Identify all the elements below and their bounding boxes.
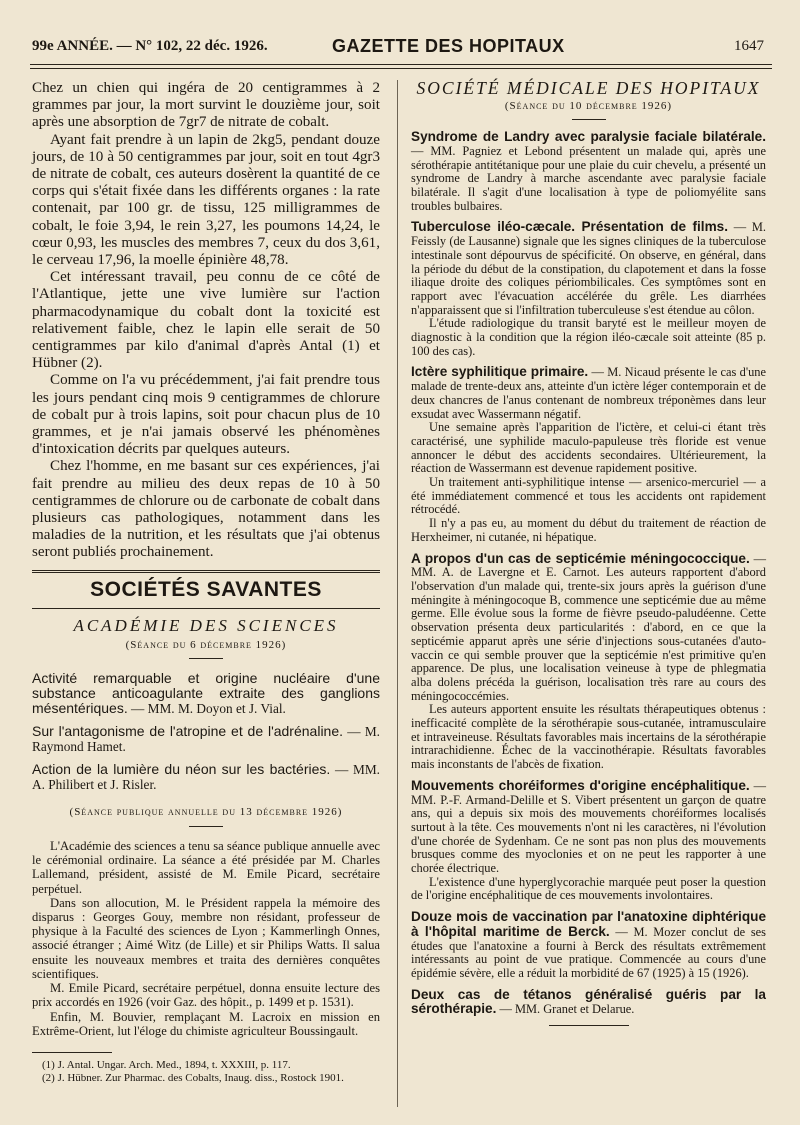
communication [32,724,380,754]
communication-title: Douze mois de vaccination par l'anatoxine diphtérique à l'hôpital maritime de Berck. [411,909,766,939]
paragraph: Ayant fait prendre à un lapin de 2kg5, pendant douze jours, de 10 à 50 centigrammes par jour, soit en tout 4gr3 de nitrate de cobalt, ces auteurs dosèrent la quantité de ce corps qui s'était fixée dans les différents organes : la rate contenait, par 100 gr. de tissu, 125 milligrammes de cobalt, le foie 3,94, le rein 3,27, les poumons 14,24, le cœur 0,93, les muscles des membres 7, ceux du dos 3,61, le cerveau 17,96, la moelle épinière 48,78. [32,131,380,269]
end-rule [549,1025,629,1026]
communication-authors: — MM. A. Philibert et J. Risler. [32,762,380,793]
communication-title: Tuberculose iléo-cæcale. Présentation de films. [411,219,728,235]
communication-text: — M. Feissly (de Lausanne) signale que les signes cliniques de la tuberculose intestinale sont dépourvus de spécificité. On observe, en général, dans la période du début de la constipation, du clapotement et dans la fosse iliaque droite des coliques périombilicales. Ces symptômes sont en rapport avec l'évacuation accélérée du grêle. Les diarrhées n'apparaissent que si l'infiltration tuberculeuse s'est étendue au côlon. [411,220,766,317]
communication-title: Activité remarquable et origine nucléaire d'une substance anticoagulante extraite des ganglions mésentériques. [32,670,380,717]
paragraph: Chez l'homme, en me basant sur ces expériences, j'ai fait prendre au milieu des deux repas de 10 à 50 centigrammes de chlorure ou de carbonate de cobalt dans plusieurs cas pathologiques, notamment dans les maladies de la nutrition, et les résultats que j'ai obtenus seront publiés prochainement. [32,458,380,561]
short-rule [189,658,223,659]
right-column [411,80,766,1026]
communication-title: Action de la lumière du néon sur les bactéries. [32,761,331,778]
communication-authors: — MM. M. Doyon et J. Vial. [127,701,286,717]
communication-title: Syndrome de Landry avec paralysie faciale bilatérale. [411,129,766,145]
header-rule-secondary [30,68,772,69]
communication [411,365,766,544]
footnote-rule [32,1052,112,1053]
paragraph: L'Académie des sciences a tenu sa séance publique annuelle avec le cérémonial ordinaire. La séance a été présidée par M. Charles Lallemand, président, assisté de M. Emile Picard, secrétaire perpétuel. [32,839,380,896]
communication-title: Sur l'antagonisme de l'atropine et de l'adrénaline. [32,723,344,740]
page-number: 1647 [734,38,764,54]
communication-text: — M. Mozer conclut de ses études que l'anatoxine a fourni à Berck des résultats extrêmement intéressants au point de vue pratique. Commencée au cours d'une épidémie sévère, elle a réduit la morbidité de 67 (1925) à 15 (1926). [411,924,767,980]
left-column [32,80,380,1085]
communication [411,779,766,903]
header-rule [30,64,772,65]
journal-title: GAZETTE DES HOPITAUX [332,36,565,56]
communication-title: Mouvements choréiformes d'origine encéphalitique. [411,777,750,793]
article-continuation [32,80,380,562]
communication-text: — MM. Pagniez et Lebond présentent un malade qui, après une sérothérapie antitétanique pour une plaie du cuir chevelu, a présenté un syndrome de Landry à marche ascendante avec paralysie faciale bilatérale. Il s'agit d'une localisation à type de poliomyélite sans troubles bulbaires. [411,143,766,213]
communication [411,220,766,358]
paragraph: L'existence d'une hyperglycorachie marquée peut poser la question de l'origine encéphalitique de ces mouvements involontaires. [411,874,766,903]
paragraph: Cet intéressant travail, peu connu de ce côté de l'Atlantique, jette une vive lumière sur l'action pharmacodynamique du cobalt dont la toxicité est relativement faible, chez le lapin elle serait de 50 centigrammes par kilo d'animal d'après Antal (1) et Hübner (2). [32,269,380,372]
paragraph: Chez un chien qui ingéra de 20 centigrammes à 2 grammes par jour, la mort survint le douzième jour, soit après une absorption de 7gr7 de nitrate de cobalt. [32,80,380,131]
communication-text: — MM. P.-F. Armand-Delille et S. Vibert présentent un garçon de quatre ans, qui a depuis six mois des mouvements choréiformes localisés surtout à la tête. Ces mouvements n'ont ni les caractères, ni l'évolution d'une chorée de Sydenham. Ce ne sont pas non plus des mouvements brusques comme des myoclonies et on ne peut les rapporter à une chorée électrique. [411,778,766,876]
page-header [32,34,770,60]
communication-title: A propos d'un cas de septicémie méningococcique. [411,550,750,566]
paragraph: Un traitement anti-syphilitique intense — arsenico-mercuriel — a été immédiatement commencé et tous les accidents ont rapidement rétrocédé. [411,475,766,517]
paragraph: M. Emile Picard, secrétaire perpétuel, donna ensuite lecture des prix accordés en 1926 (voir Gaz. des hôpit., p. 1499 et p. 1531). [32,981,380,1010]
communication-authors: — M. Raymond Hamet. [32,724,381,755]
academy-title: ACADÉMIE DES SCIENCES [73,616,339,636]
communication-text: — MM. A. de Lavergne et E. Carnot. Les auteurs rapportent d'abord l'observation d'un malade qui, trente-six jours après la guérison d'une méningite à méningocoque B, commence une septicémie due au même germe. Elle évolue sous la forme de fièvre pseudo-paludéenne. Cette observation présenta deux particularités : d'abord, en ce que la septicémie apparut après une série d'injections sous-cutanées d'auto-vaccin ce qui semble prouver que la septicémie n'est primitive qu'en apparence. De plus, une localisation veineuse à type de phlegmatia alba dolens précéda la guérison, localisation très rare au cours des méningococcémies. [411,551,766,703]
section-rule-bottom [32,608,380,609]
paragraph: Dans son allocution, M. le Président rappela la mémoire des disparus : Georges Gouy, membre non résidant, professeur de physique à la Faculté des sciences de Lyon ; Kammerlingh Onnes, associé étranger ; Aimé Witz (de Lille) et sir Philips Watts. Il salua ensuite les nouveaux membres et traita des dernières conquêtes scientifiques. [32,895,380,981]
communication [411,910,766,981]
column-divider [397,80,398,1107]
section-rule [32,570,380,573]
footnote: (2) J. Hübner. Zur Pharmac. des Cobalts, Inaug. diss., Rostock 1901. [42,1071,344,1084]
paragraph: Il n'y a pas eu, au moment du début du traitement de réaction de Herxheimer, ni cutanée, ni hépatique. [411,516,766,544]
paragraph: Les auteurs apportent ensuite les résultats thérapeutiques obtenus : inefficacité complète de la sérothérapie sous-cutanée, intramusculaire et intraveineuse. Résultats favorables mais incertains de la sérothérapie intrarachidienne. Échec de la vaccinothérapie. Résultats favorables mais inconstants de l'abcès de fixation. [411,702,766,772]
short-rule [572,119,606,120]
society-title: SOCIÉTÉ MÉDICALE DES HOPITAUX [416,78,761,98]
section-title: SOCIÉTÉS SAVANTES [90,577,322,601]
seance-date: (Séance du 6 décembre 1926) [125,638,287,651]
seance-date: (Séance publique annuelle du 13 décembre 1926) [69,806,343,819]
footnotes [32,1059,380,1085]
communication-text: — M. Nicaud présente le cas d'une malade de trente-deux ans, atteinte d'un ictère léger contemporain et de deux chancres de l'anus contenant de nombreux tréponèmes dans leur exsudat avec Wassermann négatif. [411,365,766,421]
communication [32,762,380,792]
communication-text: — MM. Granet et Delarue. [499,1002,635,1017]
seance-date: (Séance du 10 décembre 1926) [504,99,673,112]
communication [411,130,766,213]
issue-info: 99e ANNÉE. — N° 102, 22 déc. 1926. [32,38,268,54]
communication [411,988,766,1017]
communication [32,671,380,716]
short-rule [189,826,223,827]
communication-title: Deux cas de tétanos généralisé guéris par la sérothérapie. [411,986,766,1017]
paragraph: Enfin, M. Bouvier, remplaçant M. Lacroix en mission en Extrême-Orient, lut l'éloge du chimiste agriculteur Boussingault. [32,1009,380,1038]
paragraph: L'étude radiologique du transit baryté est le meilleur moyen de diagnostic à la condition que la région iléo-cæcale soit atteinte (85 p. 100 des cas). [411,316,766,358]
paragraph: Comme on l'a vu précédemment, j'ai fait prendre tous les jours pendant cinq mois 9 centigrammes de chlorure de cobalt pur à trois lapins, soit pour chacun plus de 10 grammes, et je n'ai jamais observé les phénomènes d'intoxication décrits par quelques auteurs. [32,372,380,458]
communication-title: Ictère syphilitique primaire. [411,364,589,380]
footnote: (1) J. Antal. Ungar. Arch. Med., 1894, t. XXXIII, p. 117. [42,1058,291,1071]
communication [411,552,766,772]
paragraph: Une semaine après l'apparition de l'ictère, et celui-ci étant très caractérisé, une syphilide maculo-papuleuse très floride est venue annoncer le début des accidents secondaires. Ultérieurement, la réaction de Wassermann est devenue rapidement positive. [411,420,766,476]
public-session [32,839,380,1038]
